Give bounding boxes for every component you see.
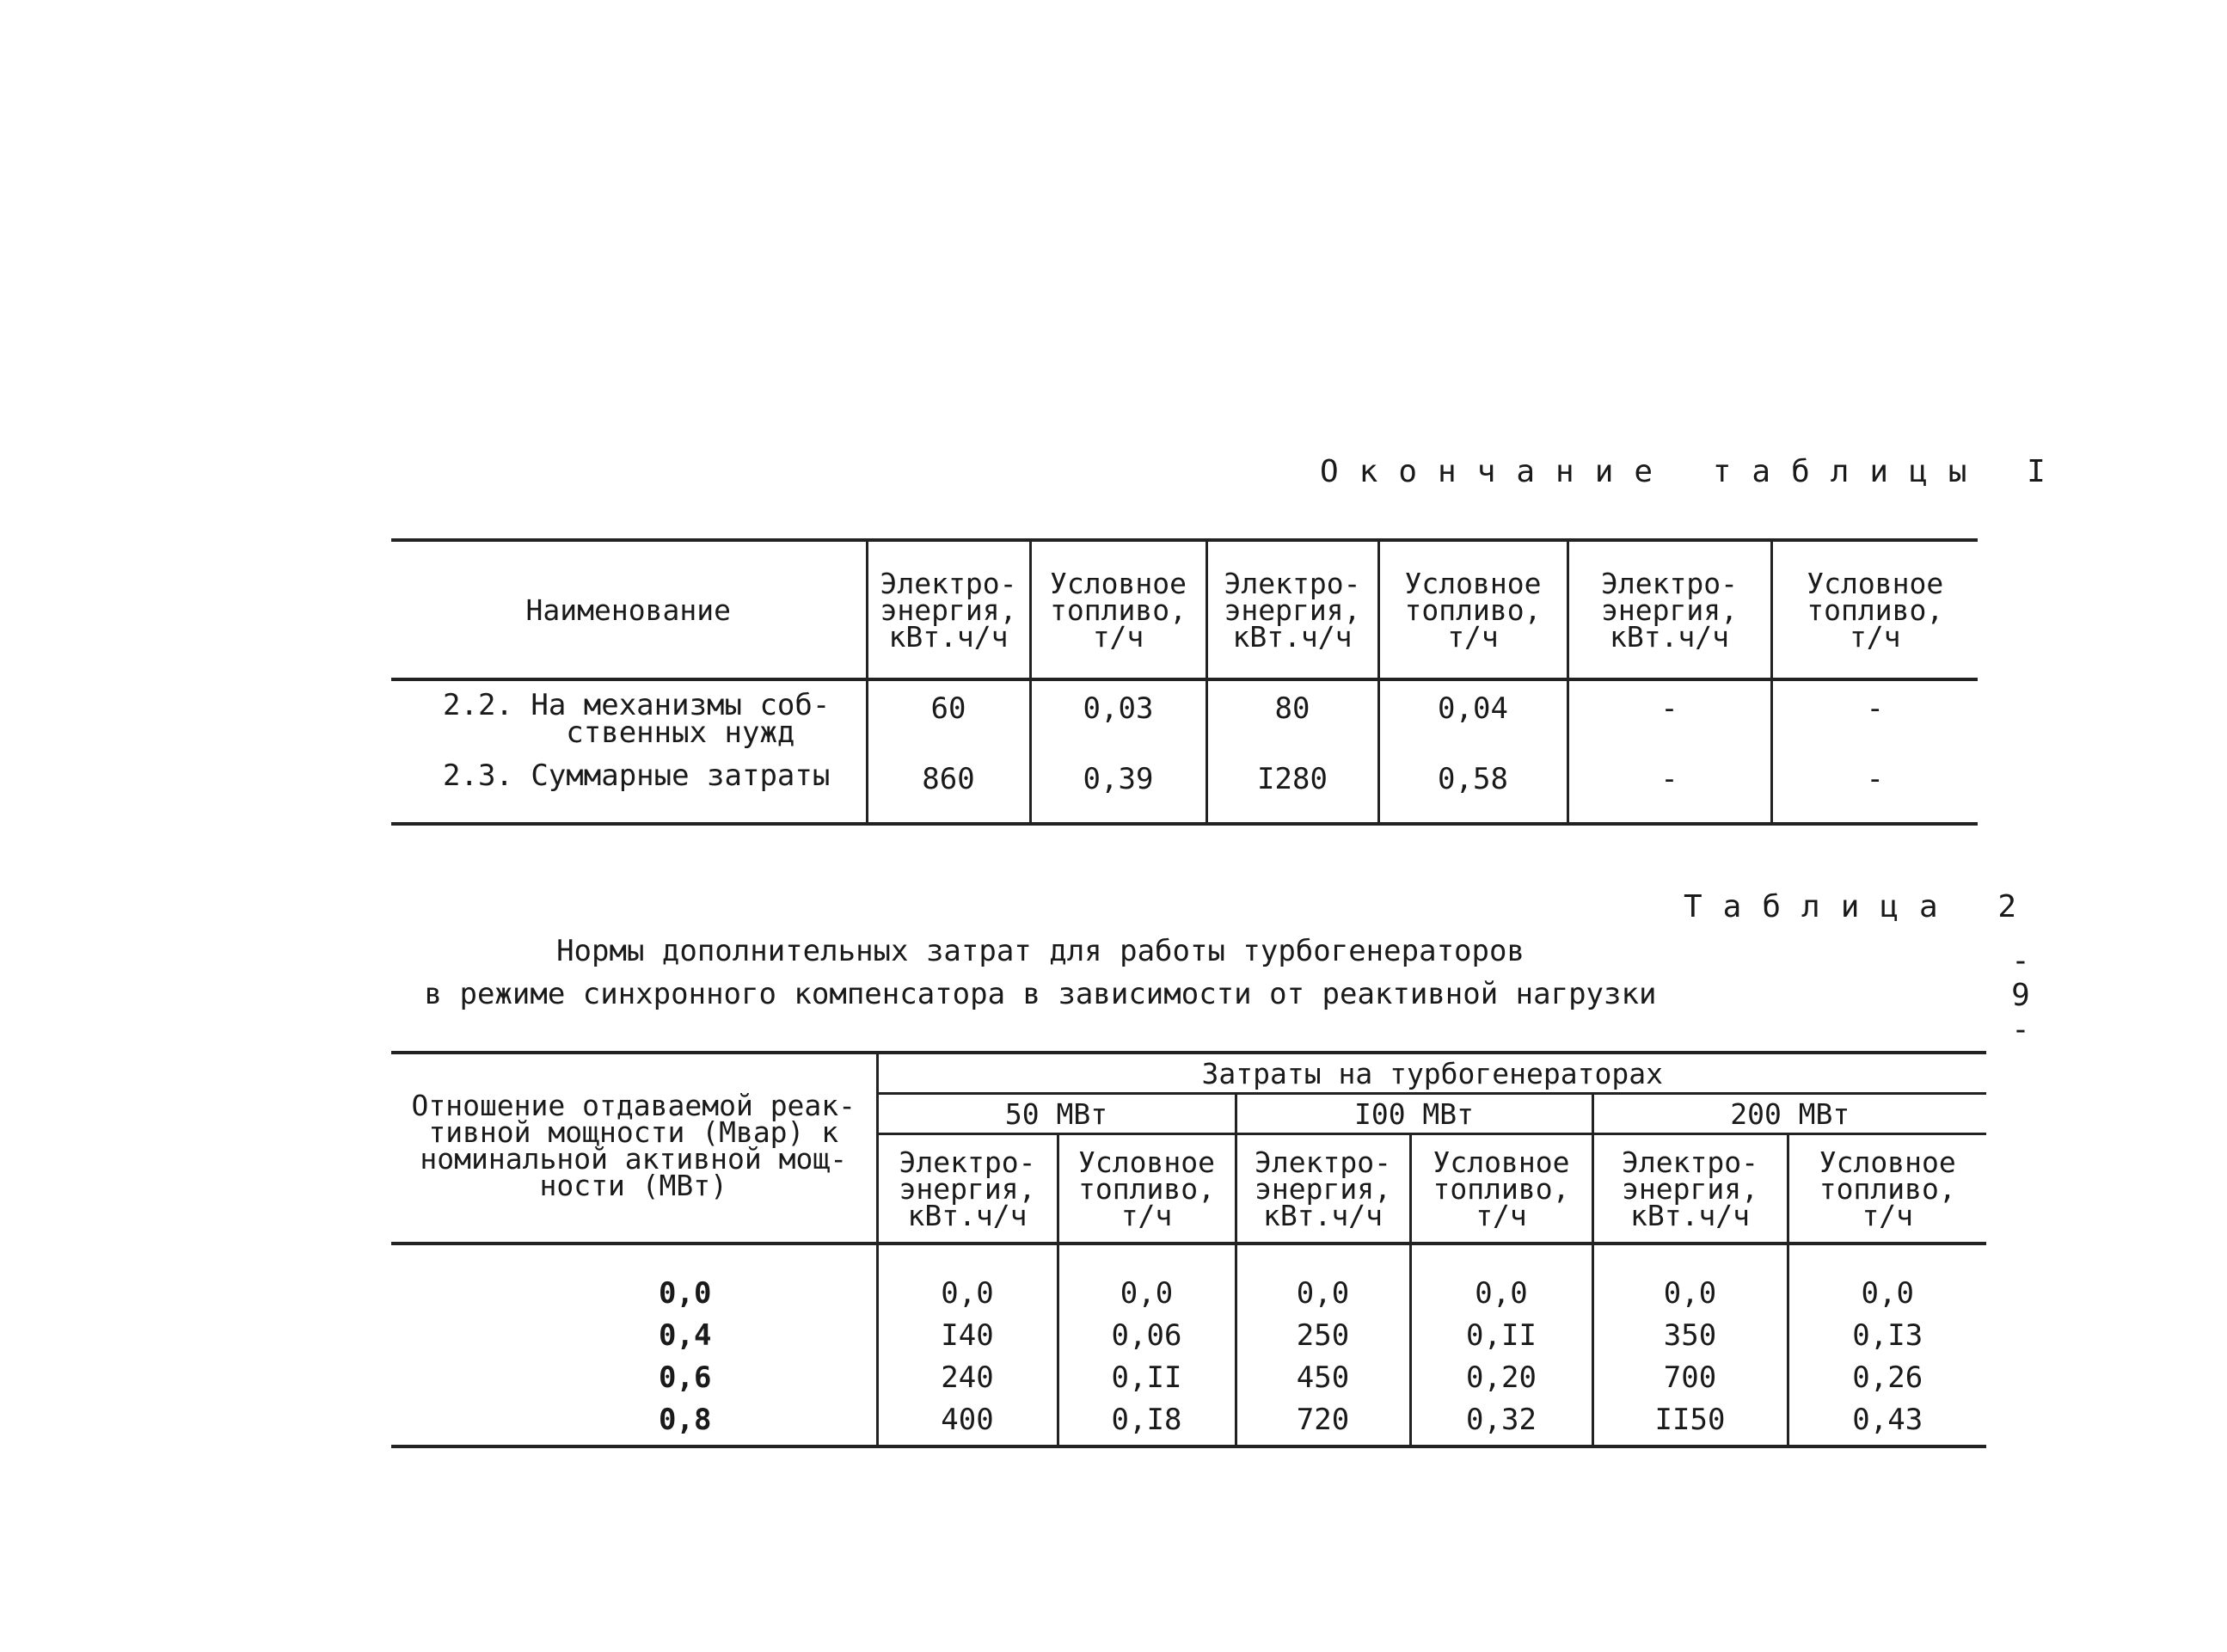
page-mark: 9 [2011,978,2030,1013]
t1-row-name: 2.2. На механизмы соб- ственных нужд [443,688,831,750]
table-2-caption-line2: в режиме синхронного компенсатора в зависимости от реактивной нагрузки [424,977,1657,1011]
table-2-group-row [391,1053,1986,1094]
cell-value: 0,0 [1296,1276,1350,1311]
table-1-header-row [391,540,1978,679]
cell-value: 0,32 [1466,1403,1537,1437]
t2-column-50-energy [877,1244,1058,1446]
cell-value: 0,0 [941,1276,994,1311]
t1-header-col3: Электро- энергия, кВт.ч/ч [1206,540,1378,679]
cell-value: 0,06 [1111,1318,1182,1353]
t1-header-col2: Условное топливо, т/ч [1030,540,1206,679]
t1-header-col4: Условное топливо, т/ч [1378,540,1567,679]
cell-value: 400 [941,1403,994,1437]
page-mark: - [2011,943,2030,979]
t2-sub-header: Условное топливо, т/ч [1410,1134,1592,1244]
t1-row-name: 2.3. Суммарные затраты [443,758,831,793]
table-1 [391,538,1978,826]
t1-header-col1: Электро- энергия, кВт.ч/ч [867,540,1030,679]
table-row [391,762,1978,824]
t2-header-group: Затраты на турбогенераторах [877,1053,1986,1094]
t1-header-col6: Условное топливо, т/ч [1771,540,1978,679]
cell-value: 0,0 [1663,1276,1717,1311]
t1-cell: - [1771,679,1978,762]
t2-column-100-fuel [1410,1244,1592,1446]
table-2-caption-line1: Нормы дополнительных затрат для работы турбогенераторов [556,934,1525,968]
t2-sub-header: Электро- энергия, кВт.ч/ч [1592,1134,1788,1244]
t2-header-unit-50: 50 МВт [877,1094,1236,1134]
t1-cell: - [1771,762,1978,824]
cell-value: 0,0 [1120,1276,1174,1311]
table-2 [391,1051,1986,1448]
cell-value: 450 [1296,1360,1350,1395]
cell-value: 0,II [1111,1360,1182,1395]
ratio-value: 0,0 [659,1276,712,1311]
t2-sub-header: Условное топливо, т/ч [1788,1134,1986,1244]
t2-ratio-column [391,1244,877,1446]
t1-cell: 0,58 [1378,762,1567,824]
table-row [391,679,1978,762]
cell-value: 700 [1663,1360,1717,1395]
cell-value: 0,43 [1852,1403,1923,1437]
t1-cell: 0,39 [1030,762,1206,824]
t2-column-100-energy [1236,1244,1410,1446]
table-2-title: Таблица 2 [1684,889,2038,924]
t1-cell: 0,04 [1378,679,1567,762]
t2-sub-header: Электро- энергия, кВт.ч/ч [877,1134,1058,1244]
cell-value: 0,I3 [1852,1318,1923,1353]
t1-header-name: Наименование [391,540,867,679]
t1-cell: 0,03 [1030,679,1206,762]
ratio-value: 0,8 [659,1403,712,1437]
table-row [391,1244,1986,1446]
cell-value: II50 [1654,1403,1726,1437]
cell-value: 0,0 [1475,1276,1528,1311]
page-mark: - [2011,1012,2030,1047]
t2-sub-header: Электро- энергия, кВт.ч/ч [1236,1134,1410,1244]
cell-value: 0,I8 [1111,1403,1182,1437]
t1-cell: - [1567,679,1771,762]
page-number [2008,944,2034,1047]
cell-value: 0,0 [1861,1276,1914,1311]
cell-value: I40 [941,1318,994,1353]
t1-cell: I280 [1206,762,1378,824]
t2-header-description: Отношение отдаваемой реак- тивной мощности (Мвар) к номинальной активной мощ- ности (МВт) [391,1053,877,1244]
ratio-value: 0,6 [659,1360,712,1395]
cell-value: 0,II [1466,1318,1537,1353]
t2-column-200-fuel [1788,1244,1986,1446]
ratio-value: 0,4 [659,1318,712,1353]
t1-cell: 860 [867,762,1030,824]
cell-value: 0,20 [1466,1360,1537,1395]
continuation-title: Окончание таблицы I [1320,454,2066,489]
t1-cell: - [1567,762,1771,824]
cell-value: 240 [941,1360,994,1395]
t2-column-200-energy [1592,1244,1788,1446]
cell-value: 720 [1296,1403,1350,1437]
t2-header-unit-100: I00 МВт [1236,1094,1592,1134]
t1-cell: 80 [1206,679,1378,762]
t1-cell: 60 [867,679,1030,762]
cell-value: 0,26 [1852,1360,1923,1395]
t2-column-50-fuel [1058,1244,1236,1446]
t1-header-col5: Электро- энергия, кВт.ч/ч [1567,540,1771,679]
t2-sub-header: Условное топливо, т/ч [1058,1134,1236,1244]
cell-value: 250 [1296,1318,1350,1353]
t2-header-unit-200: 200 МВт [1592,1094,1986,1134]
cell-value: 350 [1663,1318,1717,1353]
